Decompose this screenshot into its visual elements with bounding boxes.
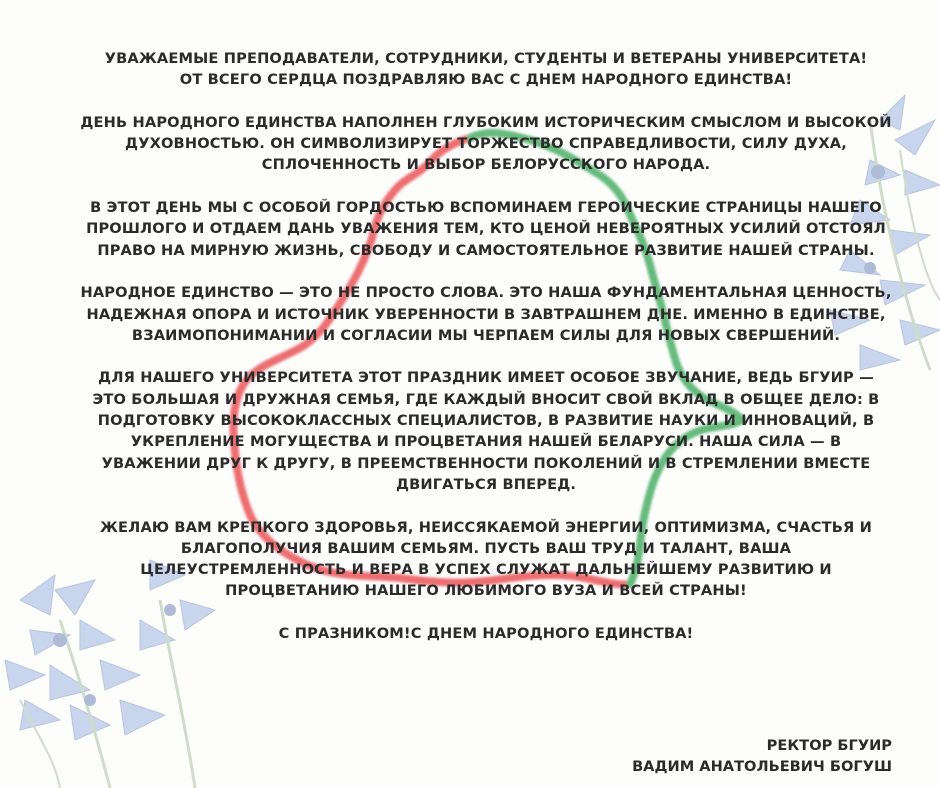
greeting	[80, 48, 892, 91]
greeting-line-1: УВАЖАЕМЫЕ ПРЕПОДАВАТЕЛИ, СОТРУДНИКИ, СТУДЕНТЫ И ВЕТЕРАНЫ УНИВЕРСИТЕТА!	[104, 50, 868, 67]
letter-body	[80, 48, 892, 666]
signature-position: РЕКТОР БГУИР	[766, 737, 892, 754]
paragraph-2: В ЭТОТ ДЕНЬ МЫ С ОСОБОЙ ГОРДОСТЬЮ ВСПОМИНАЕМ ГЕРОИЧЕСКИЕ СТРАНИЦЫ НАШЕГО ПРОШЛОГО И ОТДАЕМ ДАНЬ УВАЖЕНИЯ ТЕМ, КТО ЦЕНОЙ НЕВЕРОЯТНЫХ УСИЛИЙ ОТСТОЯЛ ПРАВО НА МИРНУЮ ЖИЗНЬ, СВОБОДУ И САМОСТОЯТЕЛЬНОЕ РАЗВИТИЕ НАШЕЙ СТРАНЫ.	[86, 199, 886, 259]
paragraph-5: ЖЕЛАЮ ВАМ КРЕПКОГО ЗДОРОВЬЯ, НЕИССЯКАЕМОЙ ЭНЕРГИИ, ОПТИМИЗМА, СЧАСТЬЯ И БЛАГОПОЛУЧИЯ ВАШИМ СЕМЬЯМ. ПУСТЬ ВАШ ТРУД И ТАЛАНТ, ВАША ЦЕЛЕУСТРЕМЛЕННОСТЬ И ВЕРА В УСПЕХ СЛУЖАТ ДАЛЬНЕЙШЕМУ РАЗВИТИЮ И ПРОЦВЕТАНИЮ НАШЕГО ЛЮБИМОГО ВУЗА И ВСЕЙ СТРАНЫ!	[100, 518, 872, 600]
paragraph-3: НАРОДНОЕ ЕДИНСТВО — ЭТО НЕ ПРОСТО СЛОВА. ЭТО НАША ФУНДАМЕНТАЛЬНАЯ ЦЕННОСТЬ, НАДЕЖНАЯ ОПОРА И ИСТОЧНИК УВЕРЕННОСТИ В ЗАВТРАШНЕМ ДНЕ. ИМЕННО В ЕДИНСТВЕ, ВЗАИМОПОНИМАНИИ И СОГЛАСИИ МЫ ЧЕРПАЕМ СИЛЫ ДЛЯ НОВЫХ СВЕРШЕНИЙ.	[80, 284, 892, 344]
closing-line: С ПРАЗНИКОМ!С ДНЕМ НАРОДНОГО ЕДИНСТВА!	[278, 625, 694, 643]
paragraph-4: ДЛЯ НАШЕГО УНИВЕРСИТЕТА ЭТОТ ПРАЗДНИК ИМЕЕТ ОСОБОЕ ЗВУЧАНИЕ, ВЕДЬ БГУИР — ЭТО БОЛЬШАЯ И ДРУЖНАЯ СЕМЬЯ, ГДЕ КАЖДЫЙ ВНОСИТ СВОЙ ВКЛАД В ОБЩЕЕ ДЕЛО: В ПОДГОТОВКУ ВЫСОКОКЛАССНЫХ СПЕЦИАЛИСТОВ, В РАЗВИТИЕ НАУКИ И ИННОВАЦИЙ, В УКРЕПЛЕНИЕ МОГУЩЕСТВА И ПРОЦВЕТАНИЯ НАШЕЙ БЕЛАРУСИ. НАША СИЛА — В УВАЖЕНИИ ДРУГ К ДРУГУ, В ПРЕЕМСТВЕННОСТИ ПОКОЛЕНИЙ И В СТРЕМЛЕНИИ ВМЕСТЕ ДВИГАТЬСЯ ВПЕРЕД.	[92, 369, 880, 493]
signature-block	[632, 735, 892, 778]
signature-name: ВАДИМ АНАТОЛЬЕВИЧ БОГУШ	[632, 758, 892, 776]
greeting-line-2: ОТ ВСЕГО СЕРДЦА ПОЗДРАВЛЯЮ ВАС С ДНЕМ НАРОДНОГО ЕДИНСТВА!	[179, 71, 793, 89]
paragraph-1: ДЕНЬ НАРОДНОГО ЕДИНСТВА НАПОЛНЕН ГЛУБОКИМ ИСТОРИЧЕСКИМ СМЫСЛОМ И ВЫСОКОЙ ДУХОВНОСТЬЮ. ОН СИМВОЛИЗИРУЕТ ТОРЖЕСТВО СПРАВЕДЛИВОСТИ, СИЛУ ДУХА, СПЛОЧЕННОСТЬ И ВЫБОР БЕЛОРУССКОГО НАРОДА.	[80, 113, 892, 174]
